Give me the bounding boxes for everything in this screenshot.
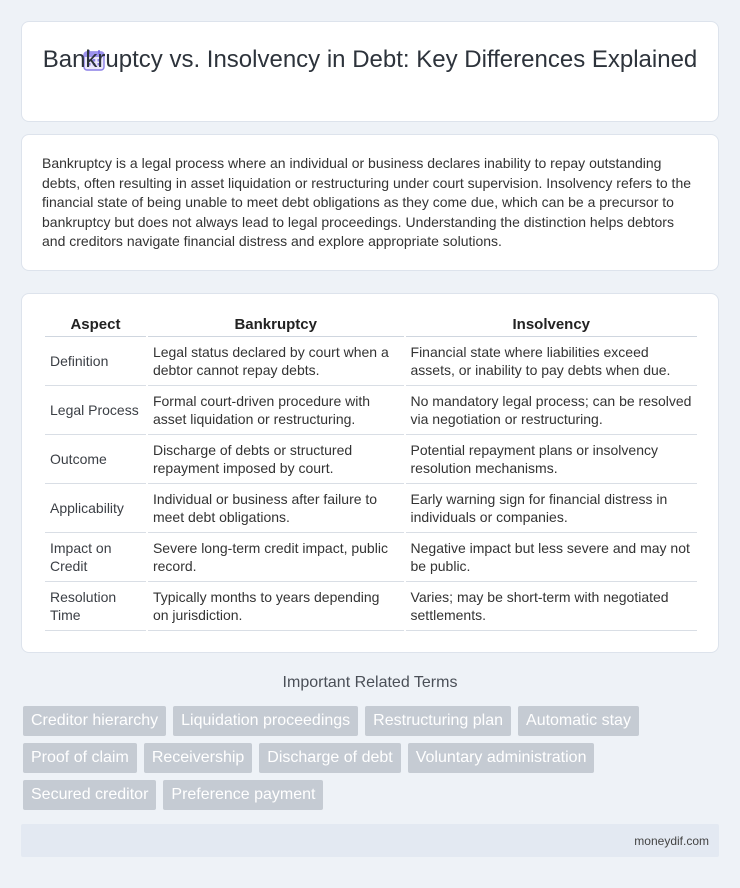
comparison-card xyxy=(21,293,719,653)
row-insolvency: Potential repayment plans or insolvency resolution mechanisms. xyxy=(406,435,697,484)
row-insolvency: Varies; may be short-term with negotiated settlements. xyxy=(406,582,697,631)
footer xyxy=(21,824,719,857)
footer-site-link[interactable]: moneydif.com xyxy=(634,834,709,848)
table-row xyxy=(45,533,697,582)
row-aspect: Applicability xyxy=(45,484,146,533)
row-insolvency: Early warning sign for financial distress in individuals or companies. xyxy=(406,484,697,533)
row-bankruptcy: Discharge of debts or structured repayment imposed by court. xyxy=(148,435,404,484)
tag-automatic-stay[interactable]: Automatic stay xyxy=(518,706,639,736)
tag-voluntary-administration[interactable]: Voluntary administration xyxy=(408,743,595,773)
row-aspect: Legal Process xyxy=(45,386,146,435)
intro-paragraph: Bankruptcy is a legal process where an individual or business declares inability to repay outstanding debts, often resulting in asset liquidation or restructuring under court supervision. Insolvency refers to the financial state of being unable to meet debt obligations as they come due, which can be a precursor to bankruptcy but does not always lead to legal proceedings. Understanding the distinction helps debtors and creditors navigate financial distress and explore appropriate solutions. xyxy=(42,155,692,250)
row-bankruptcy: Legal status declared by court when a debtor cannot repay debts. xyxy=(148,337,404,386)
tag-restructuring-plan[interactable]: Restructuring plan xyxy=(365,706,511,736)
tag-preference-payment[interactable]: Preference payment xyxy=(163,780,323,810)
tag-discharge-of-debt[interactable]: Discharge of debt xyxy=(259,743,400,773)
header-bankruptcy: Bankruptcy xyxy=(148,315,404,337)
row-aspect: Resolution Time xyxy=(45,582,146,631)
header-aspect: Aspect xyxy=(45,315,146,337)
tag-secured-creditor[interactable]: Secured creditor xyxy=(23,780,156,810)
intro-card xyxy=(21,134,719,271)
related-terms-heading: Important Related Terms xyxy=(282,674,458,691)
row-insolvency: Negative impact but less severe and may not be public. xyxy=(406,533,697,582)
row-aspect: Definition xyxy=(45,337,146,386)
row-bankruptcy: Typically months to years depending on jurisdiction. xyxy=(148,582,404,631)
header-insolvency: Insolvency xyxy=(406,315,697,337)
page-title: Bankruptcy vs. Insolvency in Debt: Key Differences Explained xyxy=(42,46,698,73)
tag-liquidation-proceedings[interactable]: Liquidation proceedings xyxy=(173,706,358,736)
table-row xyxy=(45,484,697,533)
table-row xyxy=(45,435,697,484)
row-insolvency: No mandatory legal process; can be resolved via negotiation or restructuring. xyxy=(406,386,697,435)
row-bankruptcy: Individual or business after failure to meet debt obligations. xyxy=(148,484,404,533)
table-row xyxy=(45,337,697,386)
row-aspect: Impact on Credit xyxy=(45,533,146,582)
tag-receivership[interactable]: Receivership xyxy=(144,743,252,773)
table-row xyxy=(45,582,697,631)
related-terms-list xyxy=(23,706,723,810)
table-header-row xyxy=(45,315,697,337)
comparison-table xyxy=(43,315,699,631)
row-bankruptcy: Formal court-driven procedure with asset liquidation or restructuring. xyxy=(148,386,404,435)
tag-creditor-hierarchy[interactable]: Creditor hierarchy xyxy=(23,706,166,736)
row-insolvency: Financial state where liabilities exceed assets, or inability to pay debts when due. xyxy=(406,337,697,386)
tag-proof-of-claim[interactable]: Proof of claim xyxy=(23,743,137,773)
row-bankruptcy: Severe long-term credit impact, public record. xyxy=(148,533,404,582)
table-row xyxy=(45,386,697,435)
row-aspect: Outcome xyxy=(45,435,146,484)
title-card xyxy=(21,21,719,122)
